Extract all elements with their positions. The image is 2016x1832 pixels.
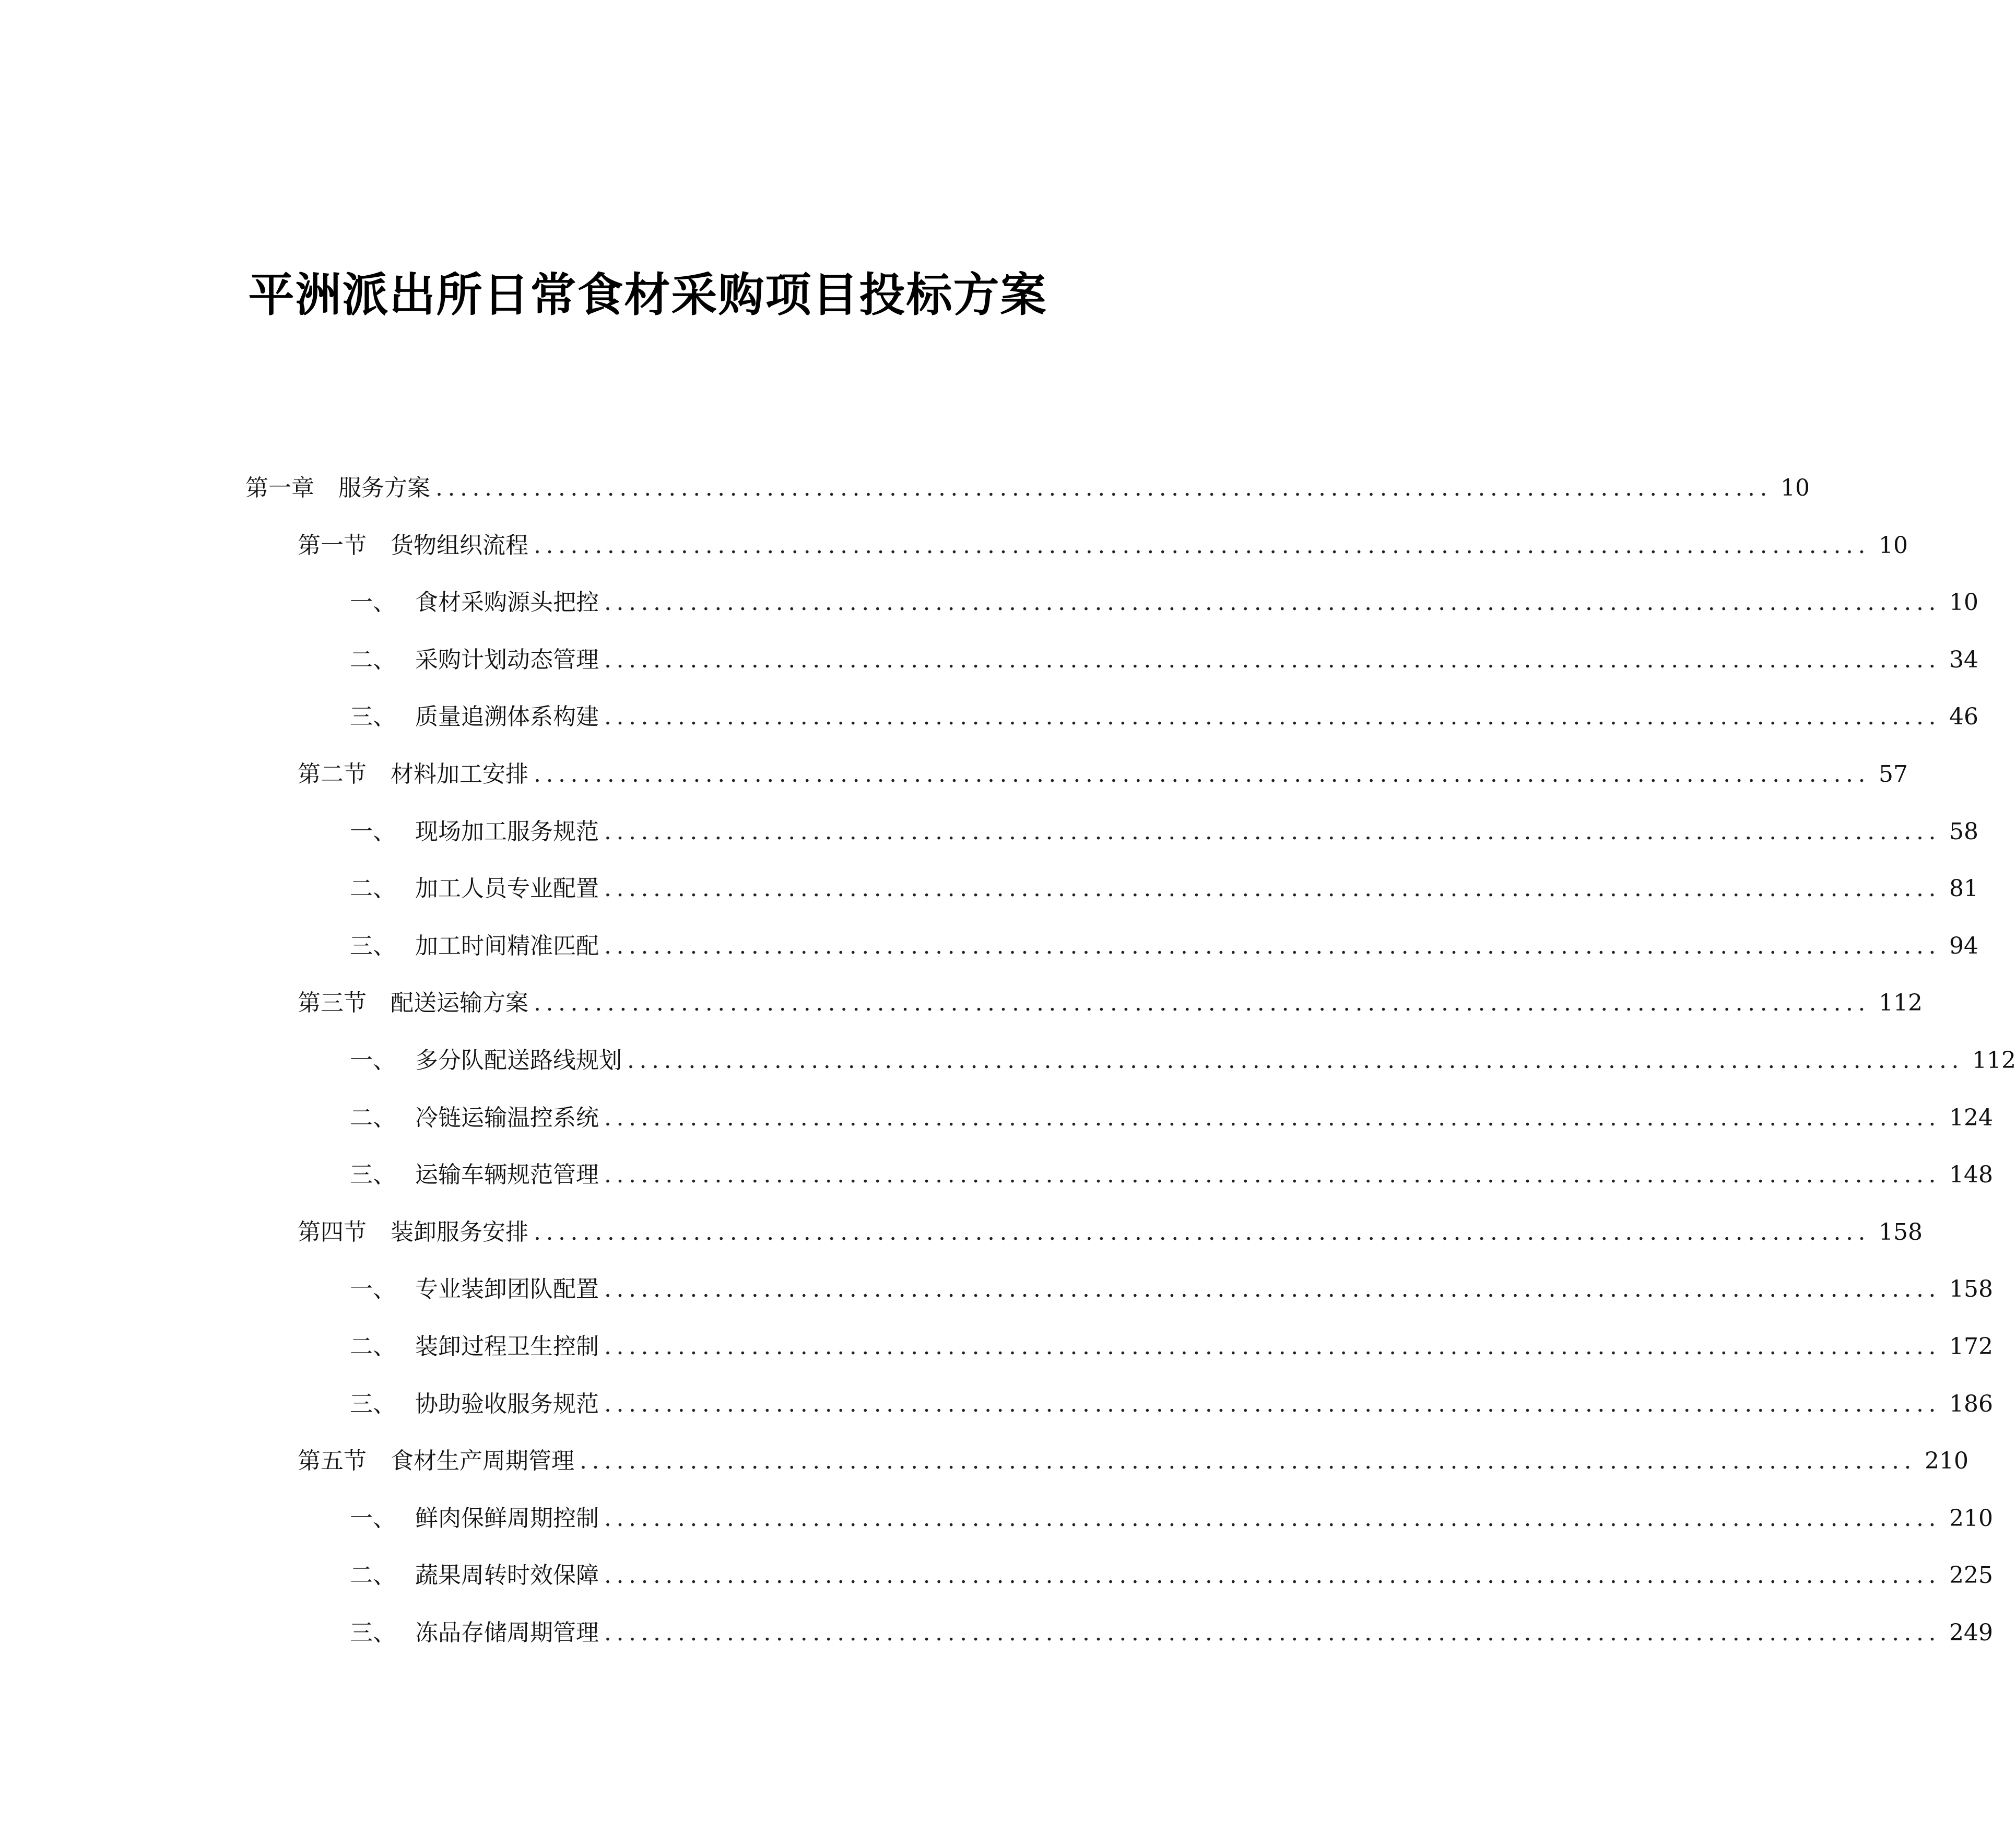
toc-entry[interactable] (0, 631, 1979, 689)
toc-entry-title: 装卸服务安排 (391, 1218, 528, 1246)
toc-entry-number: 第三节 (298, 990, 367, 1017)
toc-entry-row (298, 1217, 1923, 1248)
toc-entry[interactable] (0, 1032, 2016, 1089)
toc-entry-page-number: 112 (1972, 1047, 2016, 1074)
toc-entry[interactable] (0, 1261, 1993, 1318)
toc-entry-page-number: 249 (1949, 1619, 1993, 1646)
toc-entry-row (350, 873, 1979, 905)
toc-entry-page-number: 210 (1949, 1505, 1993, 1532)
toc-dot-leader: ............................................................................................................. (604, 646, 1941, 673)
toc-dot-leader: ............................................................................................................. (604, 1161, 1941, 1189)
toc-entry-title: 蔬果周转时效保障 (415, 1562, 599, 1589)
toc-entry-title: 采购计划动态管理 (415, 646, 599, 673)
toc-entry-title: 食材生产周期管理 (391, 1448, 574, 1475)
toc-entry-number: 三、 (350, 932, 396, 959)
toc-entry-number: 三、 (350, 703, 396, 731)
toc-entry[interactable] (0, 974, 1923, 1032)
toc-entry-title: 多分队配送路线规划 (415, 1047, 622, 1074)
toc-entry-page-number: 210 (1925, 1448, 1968, 1475)
toc-entry-row (350, 644, 1979, 676)
toc-entry-row (298, 530, 1908, 561)
toc-entry-number: 二、 (350, 646, 396, 673)
toc-entry-number: 第一章 (245, 475, 314, 501)
toc-dot-leader: ............................................................................................................. (534, 1218, 1871, 1246)
toc-entry[interactable] (0, 1089, 1993, 1147)
document-title: 平洲派出所日常食材采购项目投标方案 (248, 268, 1047, 322)
toc-entry-number: 二、 (350, 1333, 396, 1360)
toc-entry-page-number: 158 (1879, 1218, 1923, 1246)
toc-entry-number: 一、 (350, 1276, 396, 1303)
toc-entry-page-number: 10 (1949, 589, 1979, 616)
toc-entry-page-number: 34 (1949, 646, 1979, 673)
toc-entry-number: 三、 (350, 1161, 396, 1189)
toc-entry-number: 第五节 (298, 1448, 367, 1475)
toc-entry-row (350, 701, 1979, 733)
toc-dot-leader: ............................................................................................................. (604, 589, 1941, 616)
toc-dot-leader: ............................................................................................................. (627, 1047, 1964, 1074)
toc-entry-page-number: 124 (1949, 1104, 1993, 1131)
toc-entry-row (350, 1617, 1993, 1649)
toc-entry-page-number: 81 (1949, 875, 1979, 902)
toc-entry-title: 装卸过程卫生控制 (415, 1333, 599, 1360)
toc-entry-row (298, 759, 1908, 790)
toc-dot-leader: ............................................................................................................. (534, 990, 1871, 1017)
toc-entry-title: 服务方案 (338, 475, 430, 501)
toc-dot-leader: ............................................................................................................. (580, 1448, 1917, 1475)
toc-entry[interactable] (0, 1490, 1993, 1547)
toc-dot-leader: ............................................................................................................. (534, 760, 1871, 788)
toc-entry-row (298, 1446, 1968, 1477)
toc-entry-title: 加工时间精准匹配 (415, 932, 599, 959)
toc-entry-page-number: 112 (1879, 990, 1923, 1017)
toc-dot-leader: ............................................................................................................. (604, 1505, 1941, 1532)
toc-entry-row (350, 1045, 2016, 1076)
toc-entry-number: 一、 (350, 818, 396, 845)
toc-entry-row (350, 1102, 1993, 1134)
toc-entry-number: 三、 (350, 1619, 396, 1646)
toc-entry-page-number: 172 (1949, 1333, 1993, 1360)
toc-entry-number: 二、 (350, 875, 396, 902)
toc-entry-title: 材料加工安排 (391, 760, 528, 788)
toc-dot-leader: ............................................................................................................. (435, 475, 1773, 501)
toc-entry-row (350, 1159, 1993, 1191)
toc-entry-title: 鲜肉保鲜周期控制 (415, 1505, 599, 1532)
toc-entry-title: 协助验收服务规范 (415, 1390, 599, 1417)
toc-entry-page-number: 158 (1949, 1276, 1993, 1303)
toc-dot-leader: ............................................................................................................. (604, 1276, 1941, 1303)
toc-entry-page-number: 94 (1949, 932, 1979, 959)
toc-entry[interactable] (0, 918, 1979, 975)
toc-entry-title: 加工人员专业配置 (415, 875, 599, 902)
toc-entry-row (350, 1503, 1993, 1534)
toc-entry-row (350, 1560, 1993, 1591)
toc-entry[interactable] (0, 1376, 1993, 1433)
toc-entry-number: 二、 (350, 1562, 396, 1589)
toc-entry[interactable] (0, 860, 1979, 918)
toc-entry[interactable] (0, 688, 1979, 746)
toc-entry-title: 货物组织流程 (391, 532, 528, 559)
toc-entry-row (350, 587, 1979, 618)
toc-dot-leader: ............................................................................................................. (604, 875, 1941, 902)
toc-entry-page-number: 58 (1949, 818, 1979, 845)
toc-entry-number: 第四节 (298, 1218, 367, 1246)
toc-dot-leader: ............................................................................................................. (604, 932, 1941, 959)
toc-entry-row (350, 816, 1979, 848)
table-of-contents (0, 460, 2016, 1661)
toc-entry-number: 三、 (350, 1390, 396, 1417)
toc-dot-leader: ............................................................................................................. (604, 1104, 1941, 1131)
toc-dot-leader: ............................................................................................................. (604, 703, 1941, 731)
toc-entry-row (350, 931, 1979, 962)
toc-entry-row (350, 1274, 1993, 1305)
toc-entry-page-number: 186 (1949, 1390, 1993, 1417)
toc-entry[interactable] (0, 1432, 1968, 1490)
toc-entry-title: 冷链运输温控系统 (415, 1104, 599, 1131)
toc-entry-number: 一、 (350, 589, 396, 616)
toc-entry[interactable] (0, 517, 1908, 574)
toc-entry-page-number: 57 (1879, 760, 1908, 788)
toc-entry-page-number: 46 (1949, 703, 1979, 731)
toc-dot-leader: ............................................................................................................. (604, 1619, 1941, 1646)
toc-entry-title: 配送运输方案 (391, 990, 528, 1017)
toc-entry[interactable] (0, 1547, 1993, 1604)
toc-entry-number: 一、 (350, 1505, 396, 1532)
toc-entry[interactable] (0, 1204, 1923, 1261)
toc-entry-number: 第二节 (298, 760, 367, 788)
toc-entry[interactable] (0, 1604, 1993, 1662)
toc-entry-title: 现场加工服务规范 (415, 818, 599, 845)
toc-entry[interactable] (0, 574, 1979, 631)
toc-dot-leader: ............................................................................................................. (534, 532, 1871, 559)
toc-entry-title: 运输车辆规范管理 (415, 1161, 599, 1189)
toc-entry[interactable] (0, 803, 1979, 861)
toc-entry-title: 食材采购源头把控 (415, 589, 599, 616)
toc-entry-page-number: 148 (1949, 1161, 1993, 1189)
toc-entry-number: 第一节 (298, 532, 367, 559)
toc-entry-page-number: 10 (1879, 532, 1908, 559)
toc-entry[interactable] (0, 746, 1908, 803)
toc-entry-row (350, 1331, 1993, 1363)
toc-entry[interactable] (0, 460, 1810, 517)
toc-entry-number: 一、 (350, 1047, 396, 1074)
toc-entry[interactable] (0, 1318, 1993, 1376)
toc-entry-page-number: 225 (1949, 1562, 1993, 1589)
toc-entry[interactable] (0, 1146, 1993, 1204)
toc-dot-leader: ............................................................................................................. (604, 1390, 1941, 1417)
toc-entry-title: 专业装卸团队配置 (415, 1276, 599, 1303)
toc-entry-row (350, 1389, 1993, 1420)
toc-entry-page-number: 10 (1781, 475, 1810, 501)
toc-entry-row (298, 988, 1923, 1019)
toc-entry-row (245, 473, 1810, 504)
toc-entry-title: 质量追溯体系构建 (415, 703, 599, 731)
toc-entry-title: 冻品存储周期管理 (415, 1619, 599, 1646)
toc-entry-number: 二、 (350, 1104, 396, 1131)
toc-dot-leader: ............................................................................................................. (604, 1562, 1941, 1589)
toc-dot-leader: ............................................................................................................. (604, 818, 1941, 845)
toc-dot-leader: ............................................................................................................. (604, 1333, 1941, 1360)
